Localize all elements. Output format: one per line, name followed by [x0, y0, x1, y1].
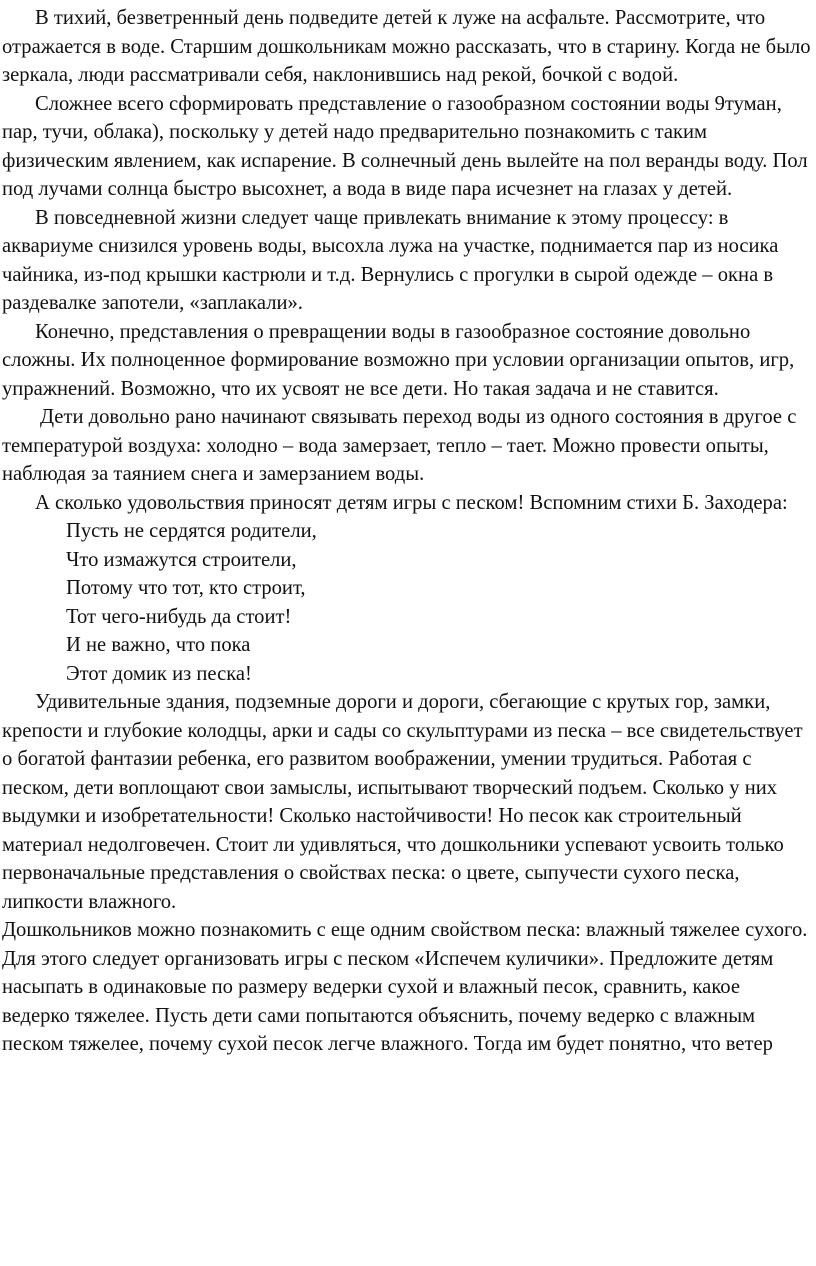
paragraph-sand-buildings: Удивительные здания, подземные дороги и дороги, сбегающие с крутых гор, замки, крепости и глубокие колодцы, арки и сады со скульптурами из песка – все свидетельствует о богатой фантазии ребенка, его развитом воображении, умении трудиться. Работая с песком, дети воплощают свои замыслы, испытывают творческий подъем. Сколько у них выдумки и изобретательности! Сколько настойчивости! Но песок как строительный материал недолговечен. Стоит ли удивляться, что дошкольники успевают усвоить только первоначальные представления о свойствах песка: о цвете, сыпучести сухого песка, липкости влажного.	[2, 691, 803, 913]
paragraph-everyday-life: В повседневной жизни следует чаще привлекать внимание к этому процессу: в аквариуме снизился уровень воды, высохла лужа на участке, поднимается пар из носика чайника, из-под крышки кастрюли и т.д. Вернулись с прогулки в сырой одежде – окна в раздевалке запотели, «заплакали».	[2, 206, 779, 314]
paragraph-puddle-reflection: В тихий, безветренный день подведите детей к луже на асфальте. Рассмотрите, что отражается в воде. Старшим дошкольникам можно рассказать, что в старину. Когда не было зеркала, люди рассматривали себя, наклонившись над рекой, бочкой с водой.	[2, 7, 811, 86]
poem-line: Этот домик из песка!	[66, 662, 252, 685]
paragraph-sand-games: А сколько удовольствия приносят детям игры с песком! Вспомним стихи Б. Заходера:	[35, 491, 788, 514]
paragraph-complex-concepts: Конечно, представления о превращении воды в газообразное состояние довольно сложны. Их полноценное формирование возможно при условии организации опытов, игр, упражнений. Возможно, что их усвоят не все дети. Но такая задача и не ставится.	[2, 320, 795, 400]
paragraph-wet-sand: Дошкольников можно познакомить с еще одним свойством песка: влажный тяжелее сухого. Для этого следует организовать игры с песком «Испечем куличики». Предложите детям насыпать в одинаковые по размеру ведерки сухой и влажный песок, сравнить, какое ведерко тяжелее. Пусть дети сами попытаются объяснить, почему ведерко с влажным песком тяжелее, почему сухой песок легче влажного. Тогда им будет понятно, что ветер	[2, 919, 808, 1055]
poem-line: Пусть не сердятся родители,	[66, 520, 317, 542]
poem-line: Тот чего-нибудь да стоит!	[66, 605, 292, 628]
poem-line: Потому что тот, кто строит,	[66, 577, 306, 599]
paragraph-gaseous-state: Сложнее всего сформировать представление о газообразном состоянии воды 9туман, пар, тучи, облака), поскольку у детей надо предварительно познакомить с таким физическим явлением, как испарение. В солнечный день вылейте на пол веранды воду. Пол под лучами солнца быстро высохнет, а вода в виде пара исчезнет на глазах у детей.	[2, 92, 808, 200]
poem-line: Что измажутся строители,	[66, 548, 297, 571]
paragraph-temperature: Дети довольно рано начинают связывать переход воды из одного состояния в другое с температурой воздуха: холодно – вода замерзает, тепло – тает. Можно провести опыты, наблюдая за таянием снега и замерзанием воды.	[2, 406, 797, 485]
poem-line: И не важно, что пока	[66, 634, 251, 656]
poem-block	[2, 517, 812, 688]
